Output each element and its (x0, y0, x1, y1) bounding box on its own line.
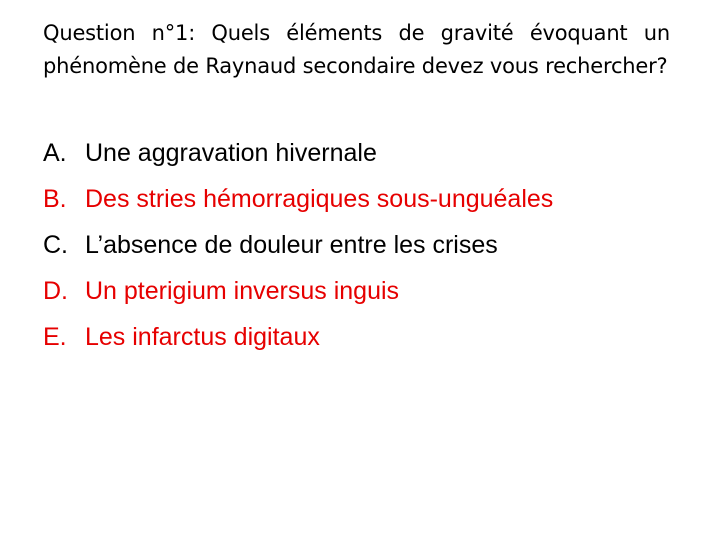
option-b (43, 176, 553, 222)
option-text: Les infarctus digitaux (85, 323, 320, 351)
option-text: Une aggravation hivernale (85, 139, 377, 167)
option-letter: C. (43, 231, 68, 259)
option-text: L’absence de douleur entre les crises (85, 231, 498, 259)
option-a (43, 130, 553, 176)
option-text: Des stries hémorragiques sous-unguéales (85, 185, 554, 213)
answer-options-list (43, 130, 553, 360)
option-letter: D. (43, 277, 68, 305)
option-letter: E. (43, 323, 67, 351)
option-c (43, 222, 553, 268)
option-e (43, 314, 553, 360)
option-letter: A. (43, 139, 67, 167)
question-text: Question n°1: Quels éléments de gravité évoquant un phénomène de Raynaud secondaire devez vous rechercher? (43, 21, 670, 78)
option-d (43, 268, 553, 314)
option-letter: B. (43, 185, 67, 213)
option-text: Un pterigium inversus inguis (85, 277, 400, 305)
